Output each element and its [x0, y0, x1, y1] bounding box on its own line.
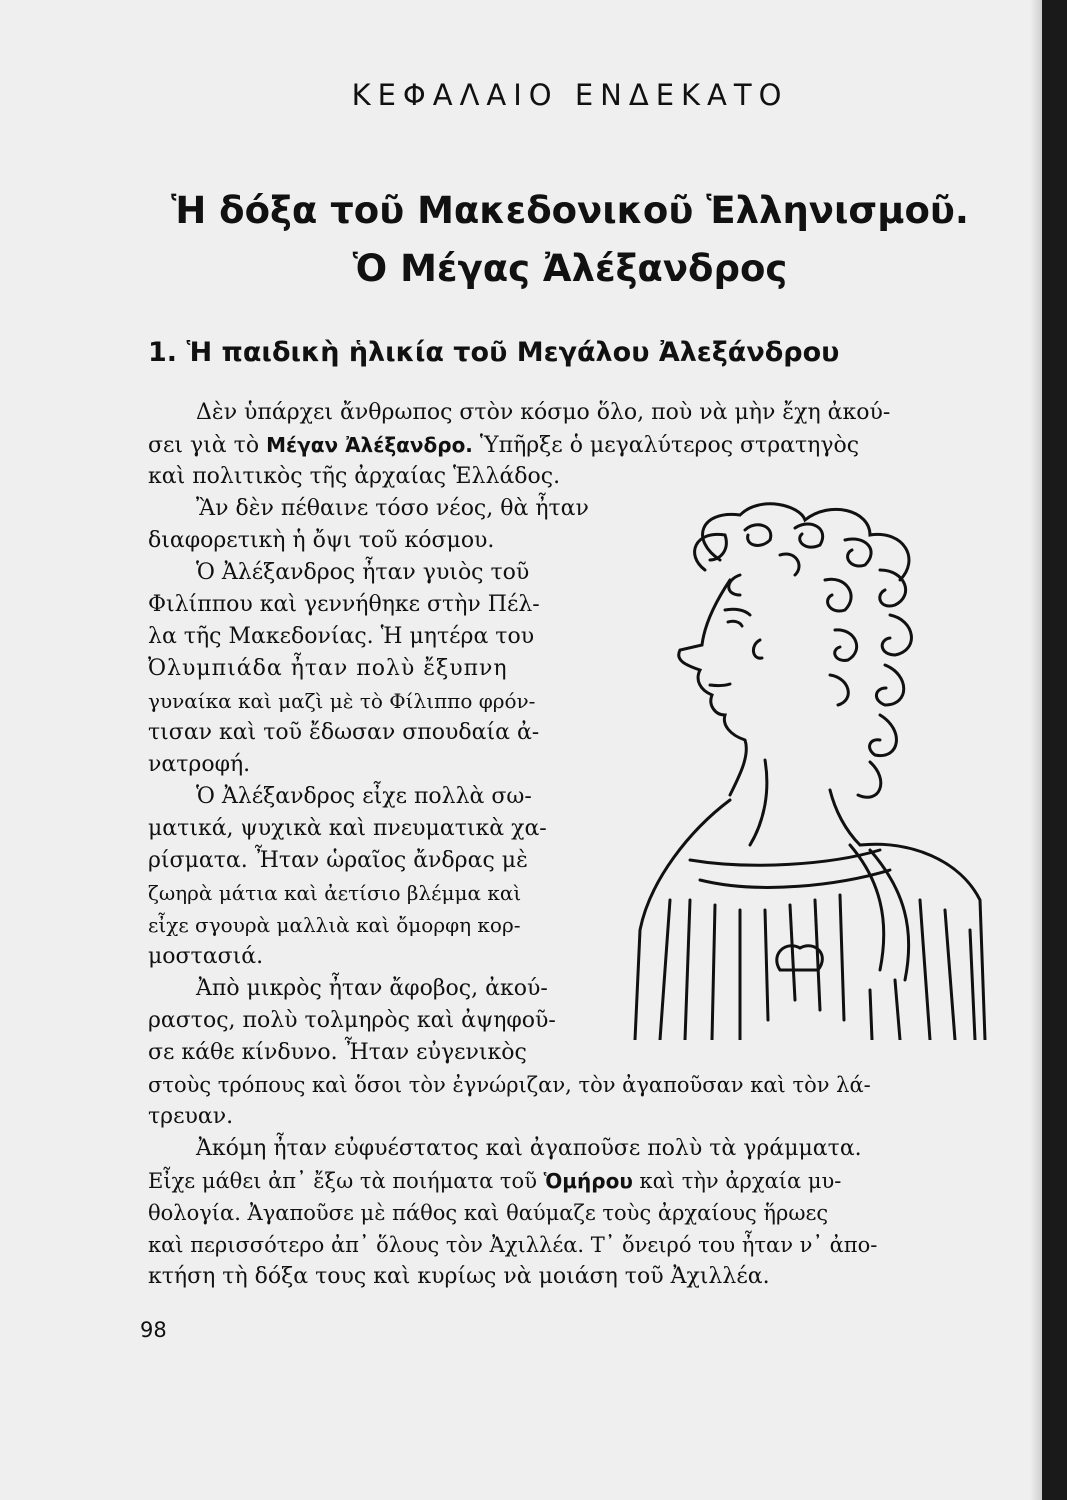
bold-name: Ὁμήρου [543, 1169, 633, 1193]
text-line: τισαν καὶ τοῦ ἔδωσαν σπουδαία ἀ- [148, 720, 540, 745]
page-edge-shadow [1030, 0, 1042, 1500]
text-line: νατροφή. [148, 752, 251, 777]
text-line: εἶχε σγουρὰ μαλλιὰ καὶ ὄμορφη κορ- [148, 913, 521, 937]
title-line-2: Ὁ Μέγας Ἀλέξανδρος [352, 247, 788, 290]
text-line: Ὁ Ἀλέξανδρος ἦταν γυιὸς τοῦ [196, 560, 530, 585]
text-line: Ὀλυμπιάδα ἦταν πολὺ ἔξυπνη [148, 656, 508, 681]
text-line: γυναίκα καὶ μαζὶ μὲ τὸ Φίλιππο φρόν- [148, 689, 536, 713]
text-line: ζωηρὰ μάτια καὶ ἀετίσιο βλέμμα καὶ [148, 881, 522, 905]
text-line: σε κάθε κίνδυνο. Ἦταν εὐγενικὸς [148, 1040, 527, 1065]
text-line: Ὁ Ἀλέξανδρος εἶχε πολλὰ σω- [196, 784, 532, 809]
text-line: ρίσματα. Ἦταν ὡραῖος ἄνδρας μὲ [148, 848, 528, 873]
text-line: διαφορετικὴ ἡ ὄψι τοῦ κόσμου. [148, 528, 495, 553]
text-line: λα τῆς Μακεδονίας. Ἡ μητέρα του [148, 624, 535, 649]
text-line: τρευαν. [148, 1104, 234, 1129]
text-line: Ἀκόμη ἦταν εὐφυέστατος καὶ ἀγαποῦσε πολὺ τὰ γράμματα. [196, 1136, 862, 1161]
text-line: καὶ πολιτικὸς τῆς ἀρχαίας Ἑλλάδος. [148, 464, 561, 489]
text-line: μοστασιά. [148, 944, 264, 969]
text-line: Εἶχε μάθει ἀπ᾿ ἔξω τὰ ποιήματα τοῦ Ὁμήρου καὶ τὴν ἀρχαία μυ- [148, 1169, 842, 1193]
text-line: θολογία. Ἀγαποῦσε μὲ πάθος καὶ θαύμαζε τοὺς ἀρχαίους ἥρωες [148, 1201, 829, 1225]
text-line: σει γιὰ τὸ Μέγαν Ἀλέξανδρο. Ὑπῆρξε ὁ μεγαλύτερος στρατηγὸς [148, 433, 860, 458]
text-line: ματικά, ψυχικὰ καὶ πνευματικὰ χα- [148, 816, 547, 841]
bold-name: Μέγαν Ἀλέξανδρο. [266, 433, 473, 457]
section-heading: 1. Ἡ παιδικὴ ἡλικία τοῦ Μεγάλου Ἀλεξάνδρου [148, 337, 840, 368]
text-line: Φιλίππου καὶ γεννήθηκε στὴν Πέλ- [148, 592, 540, 617]
chapter-heading: ΚΕΦΑΛΑΙΟ ΕΝΔΕΚΑΤΟ [351, 78, 789, 112]
title-line-1: Ἡ δόξα τοῦ Μακεδονικοῦ Ἑλληνισμοῦ. [171, 189, 969, 232]
text-line: ραστος, πολὺ τολμηρὸς καὶ ἀψηφοῦ- [148, 1008, 556, 1033]
text-line: κτήση τὴ δόξα τους καὶ κυρίως νὰ μοιάση τοῦ Ἀχιλλέα. [148, 1264, 770, 1289]
alexander-portrait-illustration [630, 500, 990, 1040]
page-number: 98 [140, 1318, 167, 1342]
chapter-title [140, 182, 1000, 298]
text-line: Ἀπὸ μικρὸς ἦταν ἄφοβος, ἀκού- [196, 976, 548, 1001]
text-line: καὶ περισσότερο ἀπ᾿ ὅλους τὸν Ἀχιλλέα. Τ᾿ ὄνειρό του ἦταν ν᾿ ἀπο- [148, 1233, 878, 1257]
text-line: Δὲν ὑπάρχει ἄνθρωπος στὸν κόσμο ὅλο, ποὺ νὰ μὴν ἔχη ἀκού- [196, 400, 891, 425]
text-line: Ἂν δὲν πέθαινε τόσο νέος, θὰ ἦταν [196, 496, 589, 521]
text-line: στοὺς τρόπους καὶ ὅσοι τὸν ἐγνώριζαν, τὸν ἀγαποῦσαν καὶ τὸν λά- [148, 1073, 871, 1097]
page-edge [1042, 0, 1067, 1500]
